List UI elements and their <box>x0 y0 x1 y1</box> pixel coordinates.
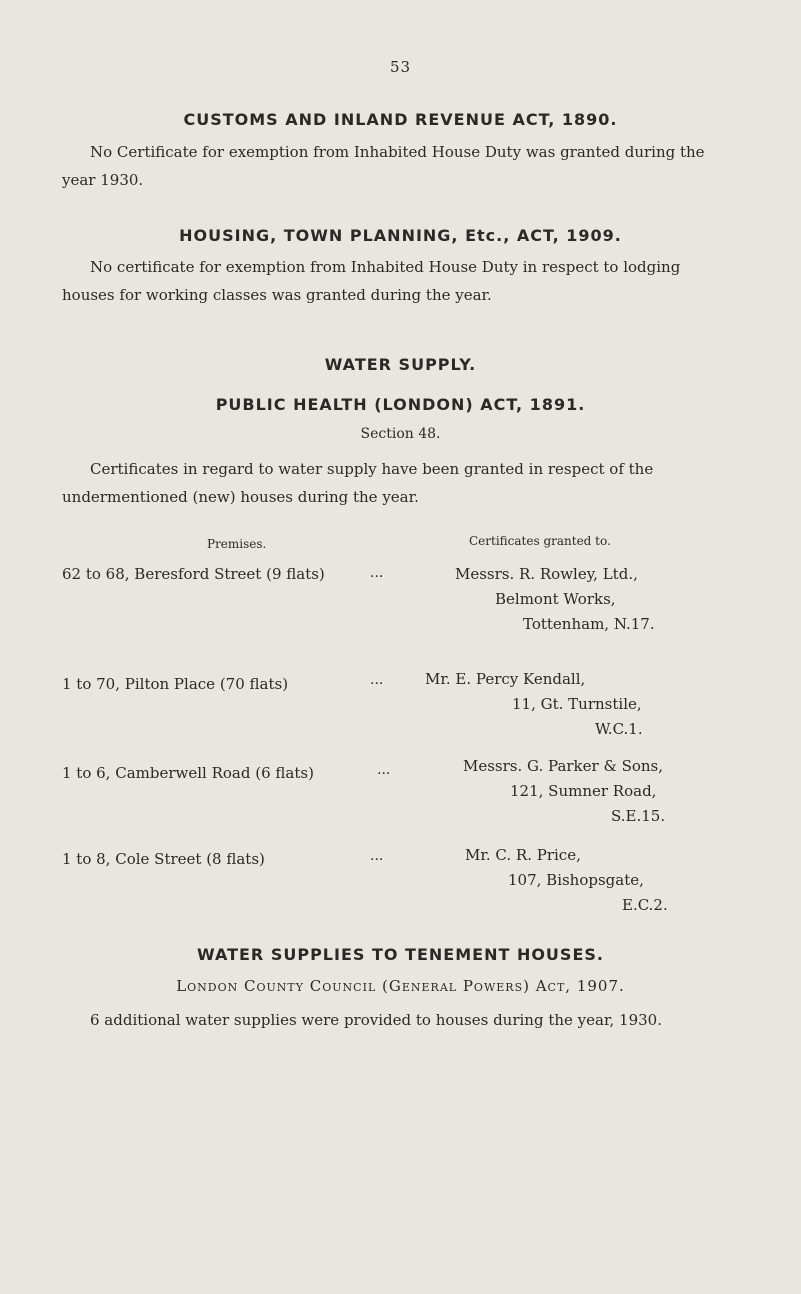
certificate-holder-address: 11, Gt. Turnstile, <box>512 695 642 713</box>
customs-heading: CUSTOMS AND INLAND REVENUE ACT, 1890. <box>183 110 618 129</box>
premises-column-header: Premises. <box>207 537 267 551</box>
page-number: 53 <box>389 58 412 76</box>
customs-paragraph: No Certificate for exemption from Inhabited House Duty was granted during the year 1930. <box>62 143 705 189</box>
certificate-holder-name: Messrs. G. Parker & Sons, <box>463 757 664 775</box>
table-row-premises: 1 to 8, Cole Street (8 flats) <box>62 850 265 868</box>
water-supply-heading: WATER SUPPLY. <box>324 355 477 374</box>
table-row-premises: 1 to 6, Camberwell Road (6 flats) <box>62 764 314 782</box>
lcc-act-heading: London County Council (General Powers) Act, 1907. <box>176 977 625 995</box>
leader-dots: ... <box>370 672 384 688</box>
certificate-holder-name: Messrs. R. Rowley, Ltd., <box>455 565 638 583</box>
section-label: Section 48. <box>360 426 441 442</box>
water-supply-paragraph: Certificates in regard to water supply have been granted in respect of the undermentioned (new) houses during the year. <box>62 460 654 506</box>
leader-dots: ... <box>377 762 391 778</box>
certificate-holder-district: Tottenham, N.17. <box>523 615 655 633</box>
housing-paragraph: No certificate for exemption from Inhabited House Duty in respect to lodging houses for working classes was granted during the year. <box>62 258 681 304</box>
table-row-premises: 1 to 70, Pilton Place (70 flats) <box>62 675 289 693</box>
leader-dots: ... <box>370 565 384 581</box>
certificate-holder-name: Mr. C. R. Price, <box>465 846 581 864</box>
housing-heading: HOUSING, TOWN PLANNING, Etc., ACT, 1909. <box>179 226 622 245</box>
tenement-heading: WATER SUPPLIES TO TENEMENT HOUSES. <box>197 945 604 964</box>
table-row-premises: 62 to 68, Beresford Street (9 flats) <box>62 565 325 583</box>
tenement-paragraph: 6 additional water supplies were provided to houses during the year, 1930. <box>90 1011 662 1029</box>
public-health-act-heading: PUBLIC HEALTH (LONDON) ACT, 1891. <box>215 395 586 414</box>
certificate-holder-district: S.E.15. <box>611 807 666 825</box>
certificate-holder-district: W.C.1. <box>595 720 643 738</box>
certificate-holder-address: Belmont Works, <box>495 590 616 608</box>
certificates-column-header: Certificates granted to. <box>469 534 611 548</box>
leader-dots: ... <box>370 848 384 864</box>
certificate-holder-district: E.C.2. <box>622 896 668 914</box>
certificate-holder-address: 121, Sumner Road, <box>510 782 657 800</box>
certificate-holder-name: Mr. E. Percy Kendall, <box>425 670 586 688</box>
certificate-holder-address: 107, Bishopsgate, <box>508 871 644 889</box>
